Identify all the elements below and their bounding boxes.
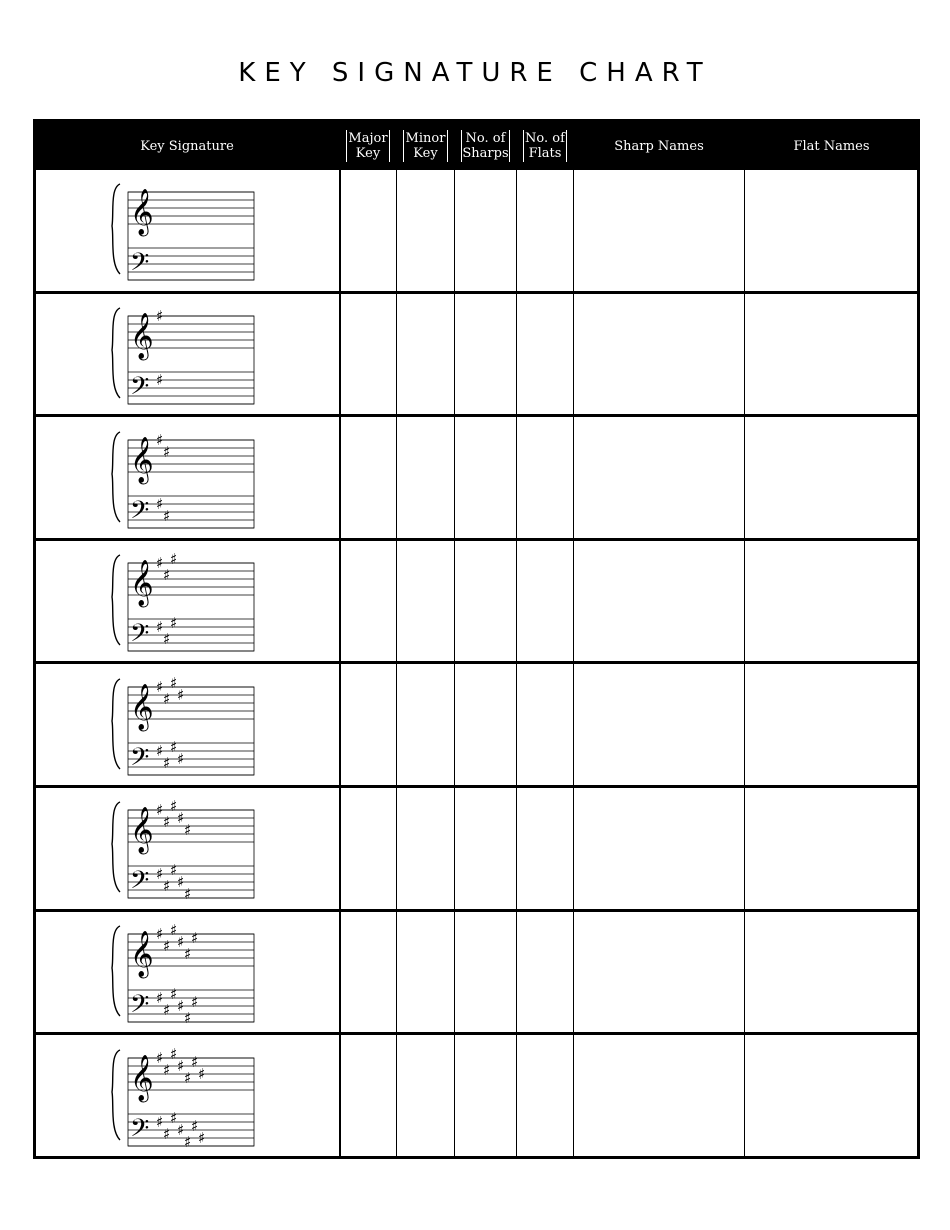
minor-key-cell[interactable] — [397, 170, 455, 292]
num-sharps-cell[interactable] — [455, 663, 517, 787]
treble-sharp-icon: ♯ — [156, 801, 164, 820]
brace-icon — [112, 184, 120, 274]
header-num-flats: No. of Flats — [517, 121, 574, 171]
bass-sharp-icon: ♯ — [170, 861, 178, 880]
major-key-cell[interactable] — [340, 539, 397, 663]
bass-sharp-icon: ♯ — [163, 877, 171, 896]
treble-clef-icon: 𝄞 — [130, 189, 154, 236]
table-row — [35, 292, 919, 416]
page-title: KEY SIGNATURE CHART — [238, 58, 712, 88]
bass-clef-icon: 𝄢 — [130, 371, 150, 407]
minor-key-cell[interactable] — [397, 910, 455, 1034]
sharp-names-cell[interactable] — [574, 416, 745, 540]
treble-sharp-icon: ♯ — [177, 933, 185, 952]
table-row — [35, 170, 919, 292]
bass-sharp-icon: ♯ — [170, 614, 178, 633]
key-signature-cell — [35, 170, 340, 292]
bass-sharp-icon: ♯ — [184, 1009, 192, 1028]
treble-clef-icon: 𝄞 — [130, 560, 154, 607]
header-key-signature: Key Signature — [35, 121, 340, 171]
bass-sharp-icon: ♯ — [170, 1108, 178, 1127]
treble-sharp-icon: ♯ — [191, 1052, 199, 1071]
bass-sharp-icon: ♯ — [170, 737, 178, 756]
treble-sharp-icon: ♯ — [163, 566, 171, 585]
key-signature-cell — [35, 787, 340, 911]
treble-clef-icon: 𝄞 — [130, 931, 154, 978]
bass-sharp-icon: ♯ — [156, 494, 164, 513]
bass-sharp-icon: ♯ — [163, 506, 171, 525]
sharp-names-cell[interactable] — [574, 539, 745, 663]
major-key-cell[interactable] — [340, 1034, 397, 1158]
grand-staff — [108, 422, 278, 534]
bass-sharp-icon: ♯ — [177, 749, 185, 768]
bass-sharp-icon: ♯ — [156, 1112, 164, 1131]
header-major-key: Major Key — [340, 121, 397, 171]
table-row — [35, 539, 919, 663]
sharp-names-cell[interactable] — [574, 663, 745, 787]
table-row — [35, 663, 919, 787]
bass-clef-icon: 𝄢 — [130, 866, 150, 902]
treble-sharp-icon: ♯ — [177, 1056, 185, 1075]
key-signature-cell — [35, 663, 340, 787]
bass-sharp-icon: ♯ — [184, 1132, 192, 1151]
header-minor-key: Minor Key — [397, 121, 455, 171]
treble-sharp-icon: ♯ — [156, 306, 164, 325]
treble-sharp-icon: ♯ — [163, 1060, 171, 1079]
flat-names-cell[interactable] — [745, 910, 919, 1034]
treble-sharp-icon: ♯ — [156, 554, 164, 573]
bass-clef-icon: 𝄢 — [130, 248, 150, 284]
num-flats-cell[interactable] — [517, 787, 574, 911]
treble-sharp-icon: ♯ — [170, 550, 178, 569]
treble-sharp-icon: ♯ — [177, 685, 185, 704]
bass-sharp-icon: ♯ — [170, 985, 178, 1004]
num-flats-cell[interactable] — [517, 292, 574, 416]
bass-sharp-icon: ♯ — [191, 1116, 199, 1135]
key-signature-table — [33, 119, 920, 1159]
bass-sharp-icon: ♯ — [184, 885, 192, 904]
flat-names-cell[interactable] — [745, 539, 919, 663]
table-row — [35, 416, 919, 540]
treble-clef-icon: 𝄞 — [130, 1054, 154, 1101]
major-key-cell[interactable] — [340, 663, 397, 787]
sharp-names-cell[interactable] — [574, 1034, 745, 1158]
grand-staff — [108, 545, 278, 657]
grand-staff — [108, 792, 278, 904]
flat-names-cell[interactable] — [745, 416, 919, 540]
flat-names-cell[interactable] — [745, 787, 919, 911]
num-sharps-cell[interactable] — [455, 539, 517, 663]
treble-sharp-icon: ♯ — [163, 937, 171, 956]
grand-staff — [108, 669, 278, 781]
minor-key-cell[interactable] — [397, 539, 455, 663]
bass-sharp-icon: ♯ — [163, 1124, 171, 1143]
bass-sharp-icon: ♯ — [163, 1001, 171, 1020]
num-flats-cell[interactable] — [517, 663, 574, 787]
treble-sharp-icon: ♯ — [163, 689, 171, 708]
bass-clef-icon: 𝄢 — [130, 495, 150, 531]
bass-sharp-icon: ♯ — [156, 865, 164, 884]
num-sharps-cell[interactable] — [455, 910, 517, 1034]
key-signature-cell — [35, 910, 340, 1034]
grand-staff — [108, 298, 278, 410]
flat-names-cell[interactable] — [745, 170, 919, 292]
treble-sharp-icon: ♯ — [198, 1064, 206, 1083]
num-sharps-cell[interactable] — [455, 416, 517, 540]
bass-sharp-icon: ♯ — [191, 993, 199, 1012]
bass-sharp-icon: ♯ — [156, 989, 164, 1008]
treble-clef-icon: 𝄞 — [130, 312, 154, 359]
minor-key-cell[interactable] — [397, 787, 455, 911]
key-signature-cell — [35, 416, 340, 540]
header-row — [35, 121, 919, 171]
num-sharps-cell[interactable] — [455, 787, 517, 911]
num-sharps-cell[interactable] — [455, 1034, 517, 1158]
bass-sharp-icon: ♯ — [163, 630, 171, 649]
num-flats-cell[interactable] — [517, 910, 574, 1034]
treble-sharp-icon: ♯ — [156, 925, 164, 944]
treble-sharp-icon: ♯ — [156, 1048, 164, 1067]
num-flats-cell[interactable] — [517, 539, 574, 663]
bass-clef-icon: 𝄢 — [130, 742, 150, 778]
treble-sharp-icon: ♯ — [177, 809, 185, 828]
bass-sharp-icon: ♯ — [177, 873, 185, 892]
table-row — [35, 910, 919, 1034]
treble-clef-icon: 𝄞 — [130, 436, 154, 483]
key-signature-cell — [35, 292, 340, 416]
table-row — [35, 787, 919, 911]
flat-names-cell[interactable] — [745, 1034, 919, 1158]
treble-sharp-icon: ♯ — [170, 921, 178, 940]
treble-sharp-icon: ♯ — [191, 929, 199, 948]
sharp-names-cell[interactable] — [574, 170, 745, 292]
major-key-cell[interactable] — [340, 787, 397, 911]
treble-sharp-icon: ♯ — [163, 813, 171, 832]
bass-sharp-icon: ♯ — [177, 1120, 185, 1139]
major-key-cell[interactable] — [340, 292, 397, 416]
major-key-cell[interactable] — [340, 416, 397, 540]
bass-sharp-icon: ♯ — [156, 370, 164, 389]
minor-key-cell[interactable] — [397, 663, 455, 787]
grand-staff — [108, 1040, 278, 1152]
grand-staff — [108, 174, 278, 286]
minor-key-cell[interactable] — [397, 416, 455, 540]
brace-icon — [112, 555, 120, 645]
bass-sharp-icon: ♯ — [156, 618, 164, 637]
table-row — [35, 1034, 919, 1158]
treble-sharp-icon: ♯ — [184, 1068, 192, 1087]
major-key-cell[interactable] — [340, 170, 397, 292]
treble-sharp-icon: ♯ — [184, 821, 192, 840]
num-flats-cell[interactable] — [517, 416, 574, 540]
brace-icon — [112, 926, 120, 1016]
bass-clef-icon: 𝄢 — [130, 619, 150, 655]
bass-sharp-icon: ♯ — [156, 741, 164, 760]
treble-sharp-icon: ♯ — [163, 442, 171, 461]
sharp-names-cell[interactable] — [574, 292, 745, 416]
flat-names-cell[interactable] — [745, 663, 919, 787]
treble-sharp-icon: ♯ — [156, 677, 164, 696]
major-key-cell[interactable] — [340, 910, 397, 1034]
sharp-names-cell[interactable] — [574, 787, 745, 911]
treble-sharp-icon: ♯ — [170, 797, 178, 816]
num-sharps-cell[interactable] — [455, 292, 517, 416]
bass-sharp-icon: ♯ — [177, 997, 185, 1016]
treble-clef-icon: 𝄞 — [130, 683, 154, 730]
brace-icon — [112, 679, 120, 769]
flat-names-cell[interactable] — [745, 292, 919, 416]
brace-icon — [112, 432, 120, 522]
treble-sharp-icon: ♯ — [156, 430, 164, 449]
treble-clef-icon: 𝄞 — [130, 807, 154, 854]
sharp-names-cell[interactable] — [574, 910, 745, 1034]
num-flats-cell[interactable] — [517, 170, 574, 292]
bass-clef-icon: 𝄢 — [130, 990, 150, 1026]
grand-staff — [108, 916, 278, 1028]
key-signature-cell — [35, 1034, 340, 1158]
minor-key-cell[interactable] — [397, 292, 455, 416]
minor-key-cell[interactable] — [397, 1034, 455, 1158]
num-flats-cell[interactable] — [517, 1034, 574, 1158]
header-num-sharps: No. of Sharps — [455, 121, 517, 171]
brace-icon — [112, 308, 120, 398]
bass-sharp-icon: ♯ — [198, 1128, 206, 1147]
header-sharp-names: Sharp Names — [574, 121, 745, 171]
brace-icon — [112, 1050, 120, 1140]
bass-clef-icon: 𝄢 — [130, 1113, 150, 1149]
bass-sharp-icon: ♯ — [163, 753, 171, 772]
header-flat-names: Flat Names — [745, 121, 919, 171]
treble-sharp-icon: ♯ — [184, 945, 192, 964]
treble-sharp-icon: ♯ — [170, 1044, 178, 1063]
treble-sharp-icon: ♯ — [170, 673, 178, 692]
brace-icon — [112, 802, 120, 892]
key-signature-cell — [35, 539, 340, 663]
num-sharps-cell[interactable] — [455, 170, 517, 292]
